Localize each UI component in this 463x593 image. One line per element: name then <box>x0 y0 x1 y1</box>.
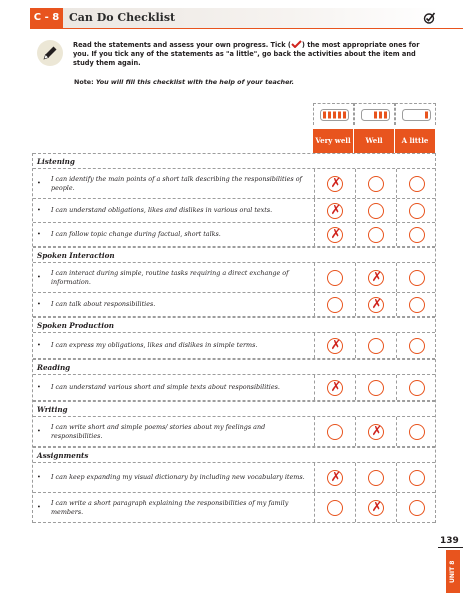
col-very-well: Very well <box>313 129 353 153</box>
note <box>73 78 294 86</box>
bullet: • <box>37 427 41 436</box>
col-a-little: A little <box>395 129 435 153</box>
rating-circle[interactable] <box>368 500 384 516</box>
rating-cell-a-little <box>396 463 436 492</box>
cross-mark-icon: ✗ <box>330 469 342 485</box>
checklist-row <box>33 333 435 359</box>
rating-cell-very-well <box>314 169 354 198</box>
rating-cell-a-little <box>396 169 436 198</box>
bullet: • <box>37 179 41 188</box>
statement-text: I can write a short paragraph explaining the responsibilities of my family members. <box>51 498 289 516</box>
statement-text: I can express my obligations, likes and dislikes in simple terms. <box>51 341 258 350</box>
checklist-table <box>32 153 436 523</box>
rating-circle[interactable] <box>368 270 384 286</box>
statement-text: I can understand obligations, likes and dislikes in various oral texts. <box>51 206 273 215</box>
section-title: Spoken Production <box>33 317 435 333</box>
cross-mark-icon: ✗ <box>371 296 383 312</box>
rating-cell-well <box>355 293 395 316</box>
statement-text: I can understand various short and simple texts about responsibilities. <box>51 383 280 392</box>
statement-text: I can interact during simple, routine tasks requiring a direct exchange of information. <box>51 268 289 286</box>
rating-cell-a-little <box>396 223 436 246</box>
gauge-well <box>354 103 395 125</box>
column-headers <box>313 129 436 153</box>
rating-circle[interactable] <box>409 176 425 192</box>
bullet: • <box>37 383 41 392</box>
rating-cell-very-well <box>314 463 354 492</box>
instructions-line2: If you tick any of the statements as "a little", go back the activities about the item and study them again. <box>73 49 416 67</box>
bullet: • <box>37 273 41 282</box>
tick-icon <box>291 40 302 48</box>
checklist-row <box>33 293 435 317</box>
rating-circle[interactable] <box>327 380 343 396</box>
rating-circle[interactable] <box>409 203 425 219</box>
level-gauges <box>313 103 436 125</box>
section-title: Spoken Interaction <box>33 247 435 263</box>
statement-text: I can talk about responsibilities. <box>51 300 156 309</box>
gauge-a-little <box>395 103 436 125</box>
rating-cell-a-little <box>396 417 436 446</box>
instructions-line1b: ) the most appropriate ones for you. <box>73 41 420 58</box>
statement <box>37 417 311 446</box>
rating-circle[interactable] <box>327 338 343 354</box>
rating-cell-very-well <box>314 375 354 400</box>
rating-cell-a-little <box>396 333 436 358</box>
statement <box>37 223 311 246</box>
statement-text: I can keep expanding my visual dictionary by including new vocabulary items. <box>51 473 305 482</box>
rating-cell-a-little <box>396 375 436 400</box>
bullet: • <box>37 341 41 350</box>
cross-mark-icon: ✗ <box>371 423 383 439</box>
rating-cell-a-little <box>396 199 436 222</box>
rating-cell-a-little <box>396 293 436 316</box>
cross-mark-icon: ✗ <box>330 226 342 242</box>
rating-circle[interactable] <box>327 500 343 516</box>
instructions <box>73 40 435 67</box>
note-text: You will fill this checklist with the help of your teacher. <box>95 78 295 86</box>
rating-circle[interactable] <box>368 176 384 192</box>
checklist-row <box>33 493 435 523</box>
statement <box>37 333 311 358</box>
rating-cell-very-well <box>314 293 354 316</box>
checklist-row <box>33 417 435 447</box>
statement-text: I can write short and simple poems/ stories about my feelings and responsibilities. <box>51 422 266 440</box>
pencil-icon <box>37 40 63 66</box>
rating-circle[interactable] <box>409 227 425 243</box>
rating-cell-very-well <box>314 417 354 446</box>
statement <box>37 199 311 222</box>
rating-circle[interactable] <box>327 424 343 440</box>
header-rule <box>30 28 463 29</box>
cross-mark-icon: ✗ <box>371 499 383 515</box>
checklist-row <box>33 199 435 223</box>
rating-circle[interactable] <box>368 297 384 313</box>
rating-circle[interactable] <box>327 203 343 219</box>
rating-cell-very-well <box>314 333 354 358</box>
rating-cell-a-little <box>396 493 436 522</box>
rating-cell-very-well <box>314 199 354 222</box>
checklist-row <box>33 375 435 401</box>
unit-label: UNIT 8 <box>449 560 456 583</box>
rating-circle[interactable] <box>368 227 384 243</box>
bullet: • <box>37 473 41 482</box>
page-title: Can Do Checklist <box>69 11 176 24</box>
section-title: Listening <box>33 153 435 169</box>
checklist-icon <box>422 11 436 25</box>
rating-cell-well <box>355 169 395 198</box>
checklist-row <box>33 223 435 247</box>
rating-cell-very-well <box>314 493 354 522</box>
bullet: • <box>37 503 41 512</box>
bullet: • <box>37 206 41 215</box>
statement <box>37 263 311 292</box>
section-title: Assignments <box>33 447 435 463</box>
rating-circle[interactable] <box>327 297 343 313</box>
rating-cell-well <box>355 333 395 358</box>
checklist-row <box>33 263 435 293</box>
rating-cell-a-little <box>396 263 436 292</box>
rating-circle[interactable] <box>409 380 425 396</box>
note-label: Note: <box>74 78 94 86</box>
rating-cell-very-well <box>314 263 354 292</box>
rating-circle[interactable] <box>409 424 425 440</box>
rating-circle[interactable] <box>368 203 384 219</box>
rating-cell-well <box>355 223 395 246</box>
rating-circle[interactable] <box>327 270 343 286</box>
cross-mark-icon: ✗ <box>330 379 342 395</box>
statement <box>37 293 311 316</box>
statement <box>37 463 311 492</box>
rating-circle[interactable] <box>327 470 343 486</box>
rating-circle[interactable] <box>368 424 384 440</box>
rating-circle[interactable] <box>409 297 425 313</box>
rating-circle[interactable] <box>368 470 384 486</box>
rating-circle[interactable] <box>368 380 384 396</box>
rating-cell-well <box>355 463 395 492</box>
rating-cell-well <box>355 375 395 400</box>
rating-circle[interactable] <box>409 338 425 354</box>
page-number: 139 <box>440 536 459 546</box>
statement <box>37 493 311 522</box>
cross-mark-icon: ✗ <box>371 269 383 285</box>
cross-mark-icon: ✗ <box>330 337 342 353</box>
rating-circle[interactable] <box>368 338 384 354</box>
rating-circle[interactable] <box>409 500 425 516</box>
statement <box>37 375 311 400</box>
cross-mark-icon: ✗ <box>330 202 342 218</box>
cross-mark-icon: ✗ <box>330 175 342 191</box>
rating-cell-well <box>355 199 395 222</box>
checklist-row <box>33 169 435 199</box>
checklist-row <box>33 463 435 493</box>
statement <box>37 169 311 198</box>
gauge-very-well <box>313 103 354 125</box>
bullet: • <box>37 230 41 239</box>
section-title: Reading <box>33 359 435 375</box>
statement-text: I can follow topic change during factual, short talks. <box>51 230 221 239</box>
rating-cell-well <box>355 417 395 446</box>
bullet: • <box>37 300 41 309</box>
rating-circle[interactable] <box>409 470 425 486</box>
statement-text: I can identify the main points of a short talk describing the responsibilities of people. <box>51 174 302 192</box>
section-badge: C - 8 <box>30 8 63 28</box>
rating-circle[interactable] <box>409 270 425 286</box>
page-header <box>30 8 440 28</box>
rating-cell-very-well <box>314 223 354 246</box>
instructions-line1a: Read the statements and assess your own progress. Tick ( <box>73 41 291 49</box>
rating-circle[interactable] <box>327 176 343 192</box>
rating-cell-well <box>355 493 395 522</box>
col-well: Well <box>354 129 394 153</box>
rating-circle[interactable] <box>327 227 343 243</box>
page-rule <box>438 547 463 548</box>
rating-cell-well <box>355 263 395 292</box>
section-title: Writing <box>33 401 435 417</box>
